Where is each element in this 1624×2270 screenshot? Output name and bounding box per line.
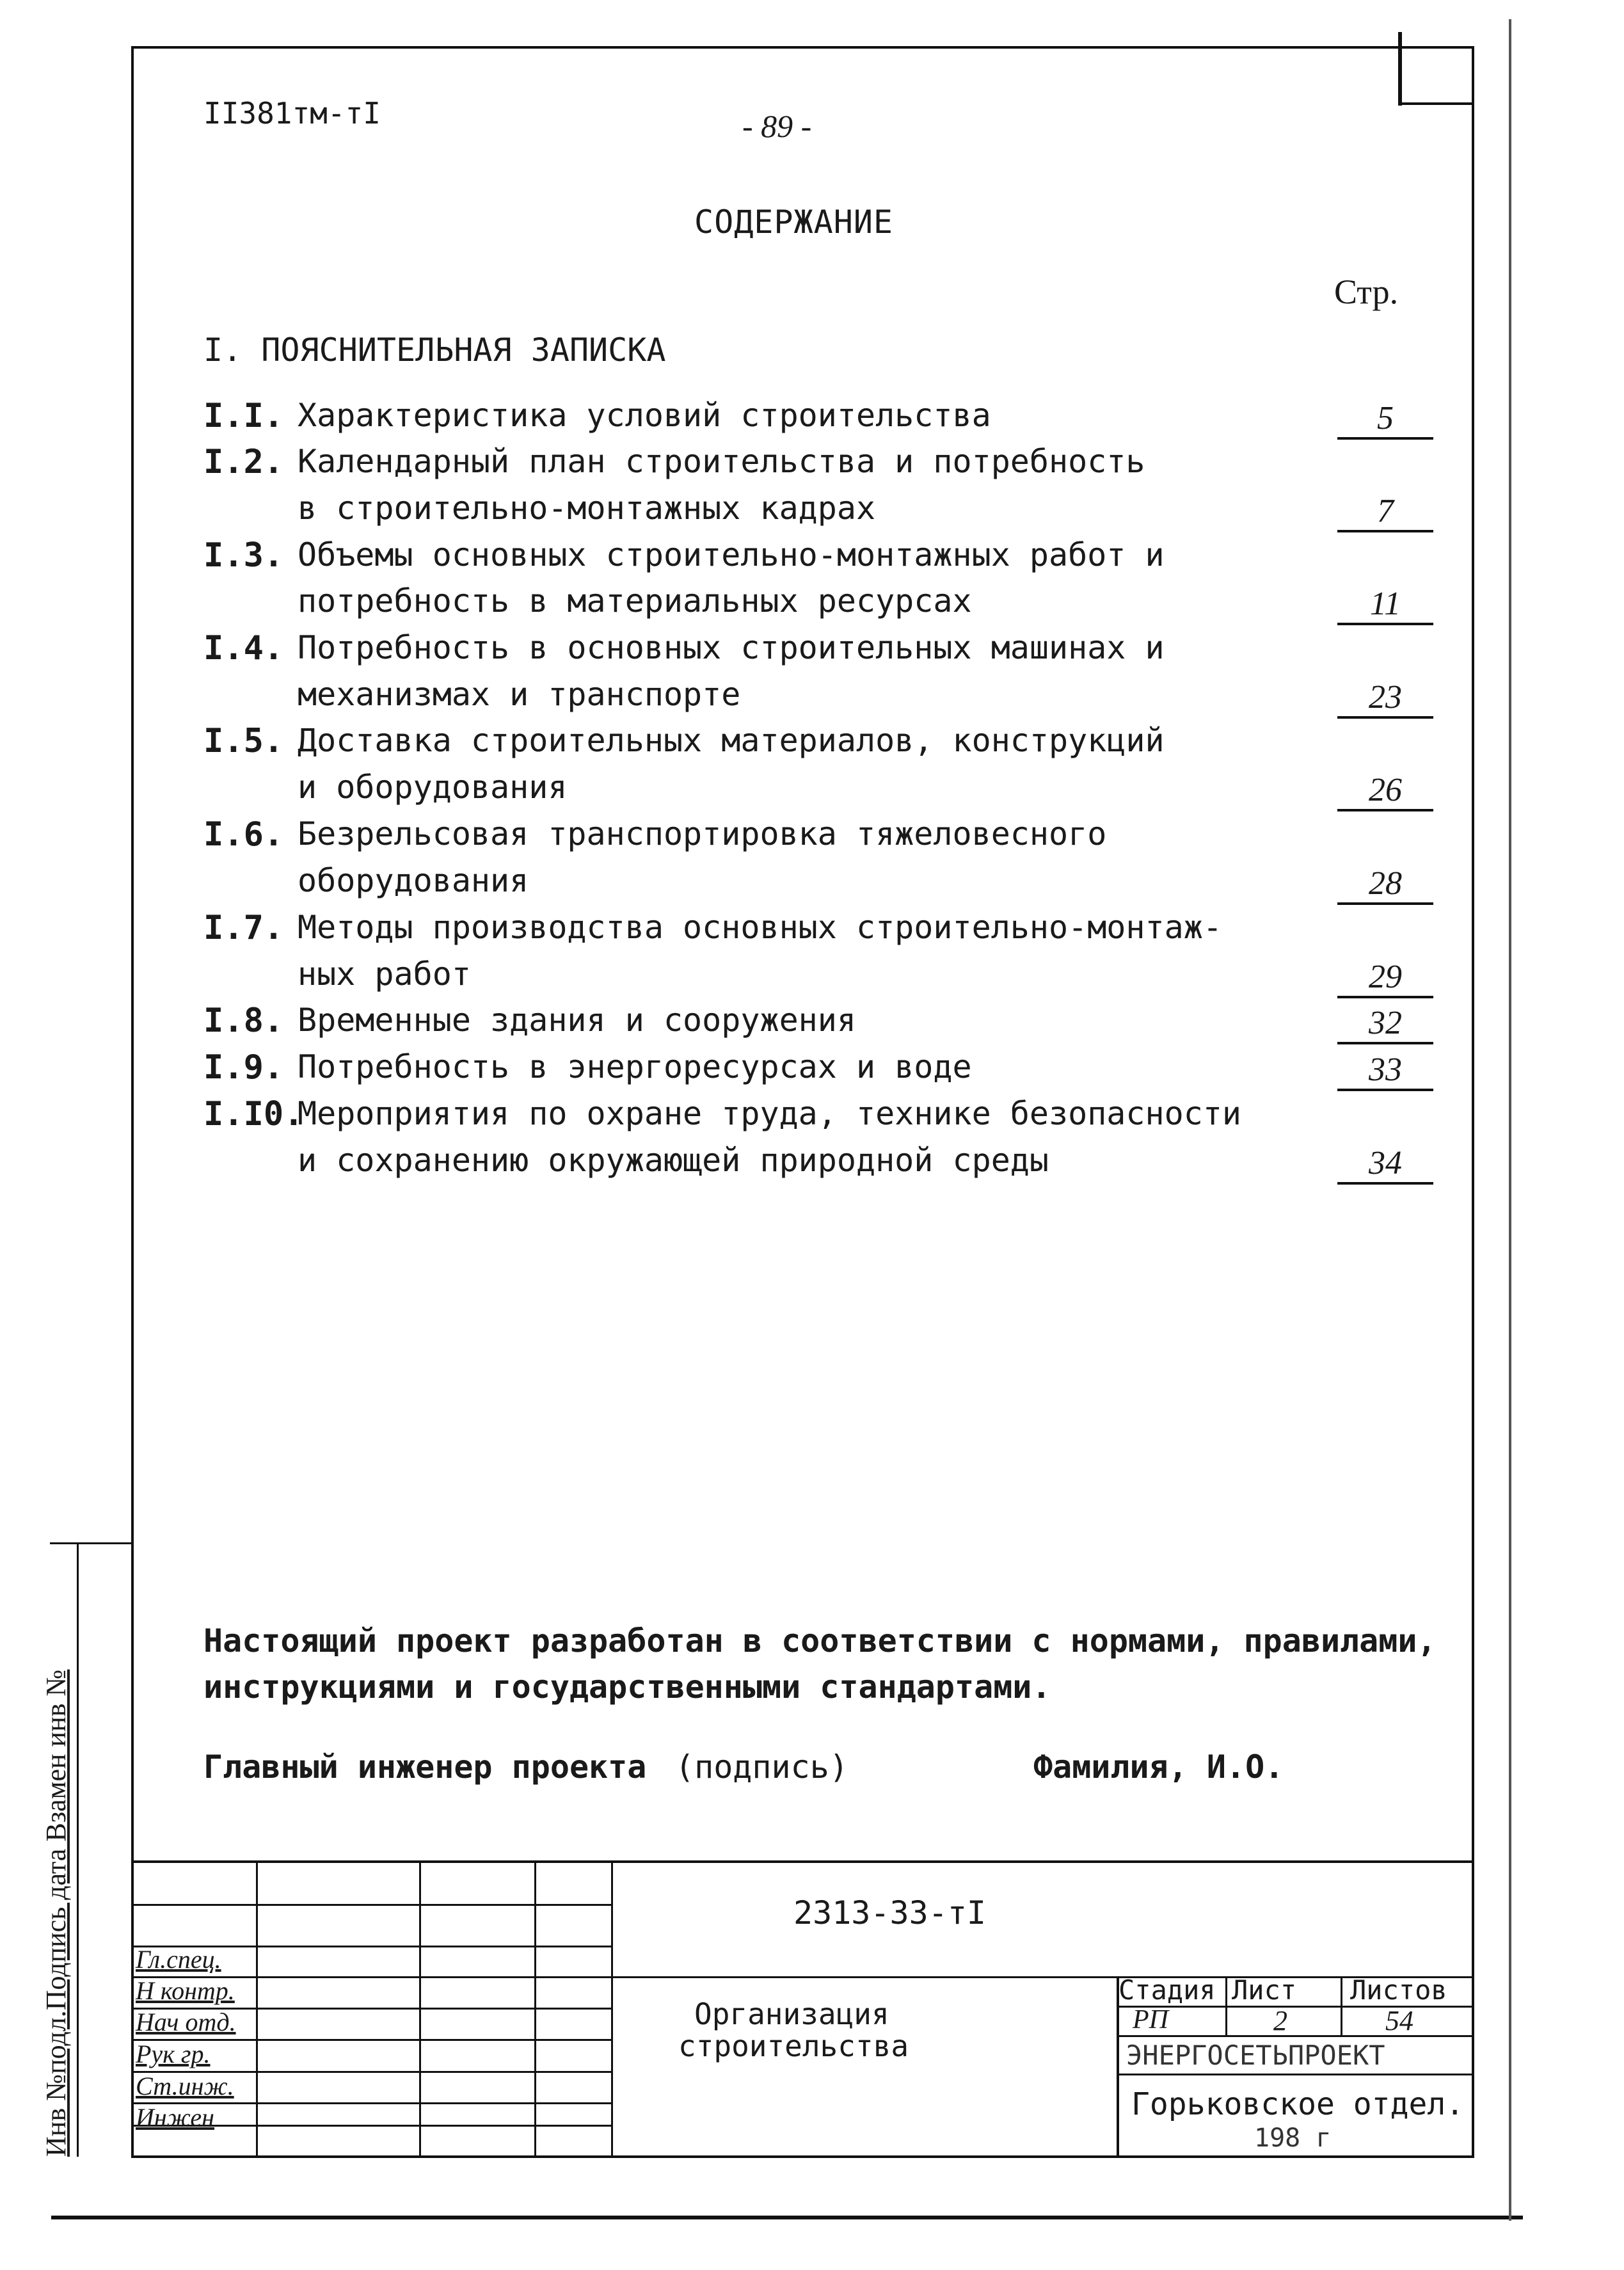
tb-stage-v1 (1225, 1976, 1227, 2037)
toc-text: ных работ (298, 955, 471, 993)
tb-vline-4 (611, 1860, 613, 2157)
department-name: Горьковское отдел. (1131, 2086, 1465, 2122)
toc-page: 33 (1337, 1051, 1433, 1091)
toc-text: оборудования (298, 862, 529, 899)
sheets-value: 54 (1385, 2005, 1413, 2036)
toc-number: I.6. (203, 815, 284, 854)
toc-text: в строительно-монтажных кадрах (298, 490, 876, 527)
project-code: 2313-33-тI (793, 1894, 987, 1931)
toc-text: Календарный план строительства и потребность (298, 443, 1145, 480)
toc-page: 7 (1337, 493, 1433, 532)
side-stamp-top (50, 1542, 133, 1544)
page-number: - 89 - (742, 108, 812, 144)
toc-number: I.I. (203, 397, 284, 435)
toc-page: 23 (1337, 679, 1433, 719)
toc-text: Потребность в энергоресурсах и воде (298, 1048, 972, 1085)
page-column-label: Стр. (1334, 273, 1399, 311)
role-label: Нач отд. (136, 2008, 236, 2036)
sheet-value: 2 (1273, 2005, 1287, 2036)
toc-page: 32 (1337, 1005, 1433, 1044)
tb-stage-row3 (1117, 2074, 1474, 2075)
name-placeholder: Фамилия, И.О. (1033, 1748, 1284, 1786)
toc-page: 28 (1337, 865, 1433, 905)
compliance-statement-line1: Настоящий проект разработан в соответствии с нормами, правилами, (203, 1622, 1437, 1659)
tb-stage-v2 (1341, 1976, 1342, 2037)
tb-stage-row2 (1117, 2035, 1474, 2037)
tb-hline-1 (131, 1904, 611, 1906)
toc-text: Временные здания и сооружения (298, 1002, 856, 1039)
toc-text: Безрельсовая транспортировка тяжеловесного (298, 815, 1107, 852)
toc-text: Методы производства основных строительно-монтаж- (298, 909, 1222, 946)
toc-number: I.3. (203, 536, 284, 575)
side-stamp-right (77, 1542, 79, 2157)
toc-text: и оборудования (298, 769, 568, 806)
role-label: Н контр. (136, 1976, 235, 2005)
toc-page: 29 (1337, 959, 1433, 998)
tb-stage-row1 (1117, 2006, 1474, 2008)
tb-top (131, 1860, 1474, 1863)
page-bottom-rule (51, 2216, 1523, 2219)
frame-top (131, 46, 1474, 49)
corner-box-bottom (1398, 102, 1474, 105)
frame-left (131, 46, 134, 2158)
compliance-statement-line2: инструкциями и государственными стандартами. (203, 1668, 1051, 1706)
toc-text: механизмах и транспорте (298, 676, 741, 713)
frame-right (1472, 46, 1474, 2158)
sheet-label: Лист (1232, 1974, 1297, 2006)
toc-text: Доставка строительных материалов, конструкций (298, 722, 1165, 759)
toc-text: Потребность в основных строительных машинах и (298, 629, 1165, 666)
organization-name: ЭНЕРГОСЕТЬПРОЕКТ (1126, 2040, 1385, 2071)
stage-label: Стадия (1118, 1974, 1216, 2006)
toc-page: 11 (1337, 586, 1433, 625)
stage-value: РП (1133, 2005, 1168, 2034)
role-label: Ст.инж. (136, 2072, 234, 2100)
toc-number: I.7. (203, 909, 284, 947)
toc-page: 5 (1337, 400, 1433, 440)
page-right-edge (1509, 19, 1511, 2221)
toc-number: I.5. (203, 722, 284, 760)
chief-engineer-label: Главный инженер проекта (203, 1748, 647, 1786)
toc-text: Характеристика условий строительства (298, 397, 991, 434)
toc-number: I.2. (203, 443, 284, 481)
sheets-label: Листов (1350, 1974, 1447, 2006)
toc-text: потребность в материальных ресурсах (298, 582, 972, 619)
toc-number: I.I0. (203, 1095, 304, 1133)
toc-number: I.4. (203, 629, 284, 667)
year: 198 г (1254, 2123, 1332, 2153)
toc-text: Мероприятия по охране труда, технике безопасности (298, 1095, 1242, 1132)
toc-page: 26 (1337, 772, 1433, 811)
doc-title-line2: строительства (678, 2029, 909, 2063)
side-stamp-label: Инв №подл.Подпись дата Взамен инв № (40, 1669, 72, 2157)
role-label: Гл.спец. (136, 1945, 221, 1974)
toc-number: I.9. (203, 1048, 284, 1087)
corner-box-left (1398, 32, 1402, 106)
toc-number: I.8. (203, 1002, 284, 1040)
role-label: Рук гр. (136, 2040, 211, 2068)
page-title: СОДЕРЖАНИЕ (694, 204, 894, 241)
document-code: II381тм-тI (203, 96, 381, 131)
toc-page: 34 (1337, 1145, 1433, 1185)
frame-bottom (131, 2155, 1474, 2158)
toc-text: Объемы основных строительно-монтажных работ и (298, 536, 1165, 573)
toc-text: и сохранению окружающей природной среды (298, 1142, 1049, 1179)
signature-placeholder: (подпись) (675, 1748, 848, 1786)
role-label: Инжен (136, 2103, 215, 2132)
doc-title-line1: Организация (694, 1997, 889, 2031)
section-title: I. ПОЯСНИТЕЛЬНАЯ ЗАПИСКА (203, 332, 666, 369)
